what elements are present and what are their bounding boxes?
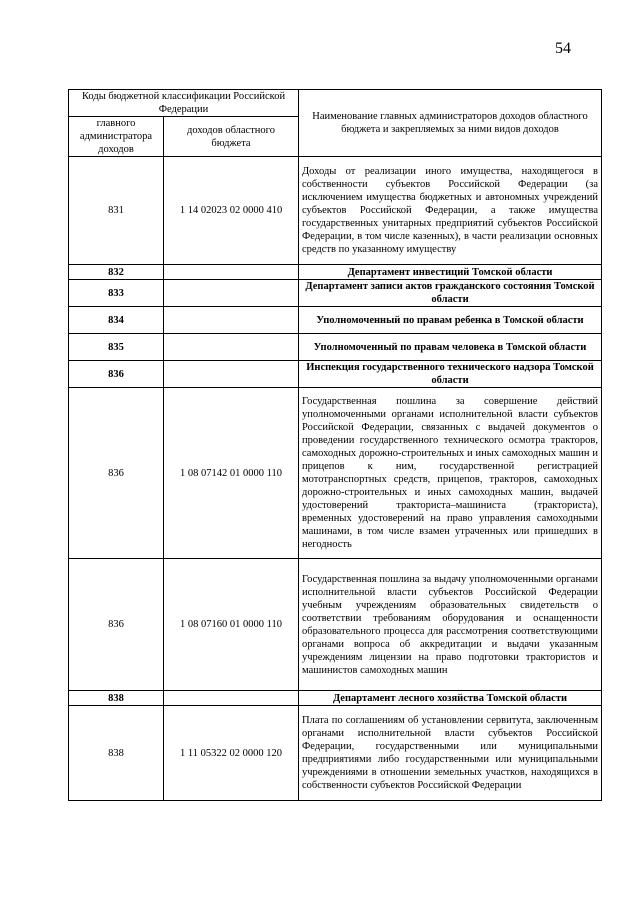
codes-group-header: Коды бюджетной классификации Российской Федерации [69,90,299,117]
department-row [69,361,602,388]
department-name-cell: Департамент лесного хозяйства Томской области [299,691,602,706]
revenue-code-cell: 1 08 07142 01 0000 110 [164,388,299,559]
department-row [69,280,602,307]
revenue-description-cell: Государственная пошлина за выдачу уполномоченными органами исполнительной власти субъектов Российской Федерации учебным учреждениям образовательных свидетельств о соответствии требованиям оборудования и оснащенности образовательного процесса для рассмотрения соответствующими органами вопроса об аккредитации и выдачи указанным учреждениям лицензии на право подготовки трактористов и машинистов самоходных машин [299,559,602,691]
revenue-code-cell: 1 14 02023 02 0000 410 [164,157,299,265]
admin-code-cell: 838 [69,691,164,706]
revenue-code-cell [164,334,299,361]
admin-code-cell: 836 [69,361,164,388]
revenue-column-header: доходов областного бюджета [164,117,299,157]
budget-classification-table [68,89,602,801]
department-row [69,691,602,706]
revenue-description-cell: Государственная пошлина за совершение действий уполномоченными органами исполнительной власти субъектов Российской Федерации, связанных с выдачей документов о проведении государственного технического осмотра тракторов, самоходных дорожно-строительных и иных самоходных машин и прицепов к ним, государственной регистрацией мототранспортных средств, прицепов, тракторов, самоходных дорожно-строительных и иных самоходных машин, выдачей удостоверений тракториста–машиниста (тракториста), временных удостоверений на право управления самоходными машинами, в том числе взамен утраченных или пришедших в негодность [299,388,602,559]
page-number: 54 [555,40,571,57]
revenue-description-cell: Доходы от реализации иного имущества, находящегося в собственности субъектов Российской Федерации (за исключением имущества бюджетных и автономных учреждений субъектов Российской Федерации, а также имущества государственных унитарных предприятий субъектов Российской Федерации, в том числе казенных), в части реализации основных средств по указанному имуществу [299,157,602,265]
admin-code-cell: 831 [69,157,164,265]
revenue-code-cell [164,280,299,307]
revenue-code-cell [164,307,299,334]
revenue-code-cell [164,361,299,388]
department-name-cell: Уполномоченный по правам человека в Томской области [299,334,602,361]
revenue-item-row [69,706,602,801]
admin-code-cell: 836 [69,559,164,691]
department-name-cell: Департамент инвестиций Томской области [299,265,602,280]
admin-code-cell: 832 [69,265,164,280]
department-row [69,265,602,280]
department-row [69,334,602,361]
admin-column-header: главного администратора доходов [69,117,164,157]
revenue-code-cell [164,691,299,706]
revenue-description-cell: Плата по соглашениям об установлении сервитута, заключенным органами исполнительной власти субъектов Российской Федерации, государственными или муниципальными предприятиями либо государственными или муниципальными учреждениями в отношении земельных участков, находящихся в собственности субъектов Российской Федерации [299,706,602,801]
revenue-item-row [69,559,602,691]
revenue-item-row [69,157,602,265]
revenue-code-cell: 1 08 07160 01 0000 110 [164,559,299,691]
revenue-item-row [69,388,602,559]
department-name-cell: Департамент записи актов гражданского состояния Томской области [299,280,602,307]
admin-code-cell: 836 [69,388,164,559]
department-row [69,307,602,334]
revenue-code-cell: 1 11 05322 02 0000 120 [164,706,299,801]
admin-code-cell: 834 [69,307,164,334]
admin-code-cell: 833 [69,280,164,307]
department-name-cell: Инспекция государственного технического надзора Томской области [299,361,602,388]
admin-code-cell: 838 [69,706,164,801]
revenue-code-cell [164,265,299,280]
admin-code-cell: 835 [69,334,164,361]
department-name-cell: Уполномоченный по правам ребенка в Томской области [299,307,602,334]
name-column-header: Наименование главных администраторов доходов областного бюджета и закрепляемых за ними видов доходов [299,90,602,157]
